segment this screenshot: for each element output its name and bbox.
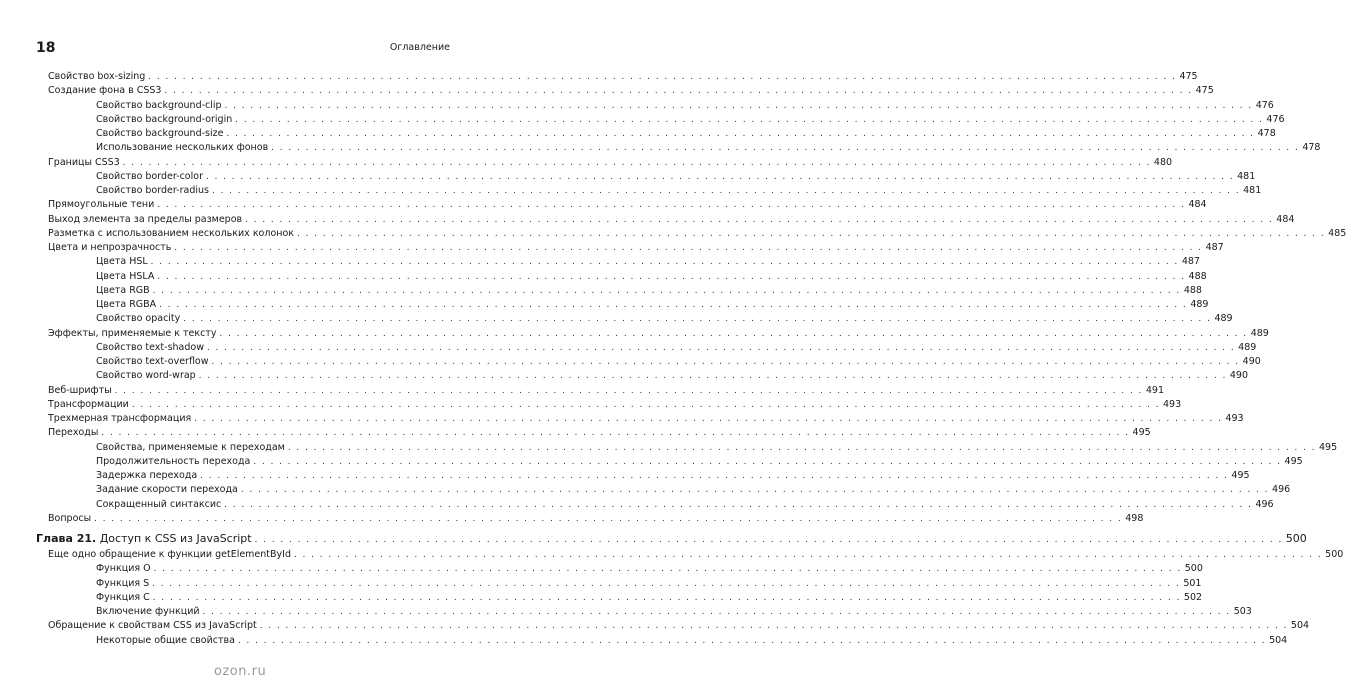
toc-leader-dots: . . . . . . . . . . . . . . . . . . . . . . . . . . . . . . . . . . . . . . . . . . . . . . . . . . . . . . . . . . . . . . . . . . . . . . . . . . . . . . . . . . . . . . . . . . . . . . . . . . . . . . . . . . . . . . . . . . . . . . . . <box>122 157 1151 168</box>
toc-entry-title: Выход элемента за пределы размеров <box>48 213 243 225</box>
toc-leader-dots: . . . . . . . . . . . . . . . . . . . . . . . . . . . . . . . . . . . . . . . . . . . . . . . . . . . . . . . . . . . . . . . . . . . . . . . . . . . . . . . . . . . . . . . . . . . . . . . . . . . . . . . . . . . . . . . . . . . . . . . . <box>131 399 1161 410</box>
toc-entry <box>48 398 1182 412</box>
toc-leader-dots: . . . . . . . . . . . . . . . . . . . . . . . . . . . . . . . . . . . . . . . . . . . . . . . . . . . . . . . . . . . . . . . . . . . . . . . . . . . . . . . . . . . . . . . . . . . . . . . . . . . . . . . . . . . . . . . . . . . . . . . . <box>183 314 1212 325</box>
toc-entry-title: Свойство background-clip <box>96 99 222 111</box>
toc-leader-dots: . . . . . . . . . . . . . . . . . . . . . . . . . . . . . . . . . . . . . . . . . . . . . . . . . . . . . . . . . . . . . . . . . . . . . . . . . . . . . . . . . . . . . . . . . . . . . . . . . . . . . . . . . . . . . . . . . . . . . . . . <box>271 143 1300 154</box>
toc-entry <box>48 548 1344 562</box>
toc-entry-title: Некоторые общие свойства <box>96 634 235 646</box>
toc-entry-page: 481 <box>1237 170 1256 182</box>
chapter-label: Глава 21. <box>36 532 97 545</box>
toc-entry-page: 495 <box>1132 427 1151 439</box>
toc-leader-dots: . . . . . . . . . . . . . . . . . . . . . . . . . . . . . . . . . . . . . . . . . . . . . . . . . . . . . . . . . . . . . . . . . . . . . . . . . . . . . . . . . . . . . . . . . . . . . . . . . . . . . . . . . . . . . . . . . . . . . . . . <box>237 635 1267 646</box>
toc-entry <box>96 99 1274 113</box>
toc-entry-title: Функция C <box>96 591 150 603</box>
toc-entry-page: 498 <box>1125 512 1144 524</box>
toc-entry-page: 503 <box>1233 606 1252 617</box>
toc-entry-page: 496 <box>1272 484 1291 496</box>
toc-entry-page: 500 <box>1184 563 1203 575</box>
toc-entry <box>48 156 1173 170</box>
toc-leader-dots: . . . . . . . . . . . . . . . . . . . . . . . . . . . . . . . . . . . . . . . . . . . . . . . . . . . . . . . . . . . . . . . . . . . . . . . . . . . . . . . . . . . . . . . . . . . . . . . . . . . . . . . . . . . . . . . . . . . . . . . . <box>157 271 1186 282</box>
toc-entry-page: 493 <box>1163 398 1182 410</box>
toc-entry <box>48 241 1224 255</box>
toc-entry-page: 478 <box>1257 128 1276 139</box>
toc-entry <box>96 441 1338 455</box>
toc-entry-page: 495 <box>1231 470 1250 481</box>
toc-entry-title: Трехмерная трансформация <box>48 413 192 424</box>
toc-leader-dots: . . . . . . . . . . . . . . . . . . . . . . . . . . . . . . . . . . . . . . . . . . . . . . . . . . . . . . . . . . . . . . . . . . . . . . . . . . . . . . . . . . . . . . . . . . . . . . . . . . . . . . . . . . . . . . . . . . . . . . . . <box>150 257 1179 268</box>
toc-leader-dots: . . . . . . . . . . . . . . . . . . . . . . . . . . . . . . . . . . . . . . . . . . . . . . . . . . . . . . . . . . . . . . . . . . . . . . . . . . . . . . . . . . . . . . . . . . . . . . . . . . . . . . . . . . . . . . . . . . . . . . . . <box>211 186 1241 196</box>
toc-entry-page: 485 <box>1328 227 1346 239</box>
toc-entry-page: 501 <box>1183 577 1202 589</box>
toc-entry-title: Еще одно обращение к функции getElementById <box>48 549 291 560</box>
toc-chapter <box>36 531 1307 547</box>
toc-entry-title: Свойство box-sizing <box>48 71 146 82</box>
toc-entry-page: 491 <box>1145 384 1164 396</box>
toc-entry <box>96 562 1203 576</box>
toc-leader-dots: . . . . . . . . . . . . . . . . . . . . . . . . . . . . . . . . . . . . . . . . . . . . . . . . . . . . . . . . . . . . . . . . . . . . . . . . . . . . . . . . . . . . . . . . . . . . . . . . . . . . . . . . . . . . . . . . . . . . . . . . <box>294 550 1323 560</box>
toc-entry-page: 484 <box>1276 213 1295 225</box>
toc-entry-title: Прямоугольные тени <box>48 199 155 211</box>
toc-entry-title: Функция O <box>96 563 151 575</box>
toc-entry-title: Глава 21. Доступ к CSS из JavaScript <box>36 532 252 545</box>
toc-entry-title: Цвета HSLA <box>96 270 155 282</box>
toc-entry-page: 490 <box>1229 370 1249 382</box>
toc-entry <box>96 455 1303 469</box>
toc-entry <box>96 170 1256 184</box>
toc-leader-dots: . . . . . . . . . . . . . . . . . . . . . . . . . . . . . . . . . . . . . . . . . . . . . . . . . . . . . . . . . . . . . . . . . . . . . . . . . . . . . . . . . . . . . . . . . . . . . . . . . . . . . . . . . . . . . . . . . . . . . . . . <box>211 357 1240 367</box>
toc-leader-dots: . . . . . . . . . . . . . . . . . . . . . . . . . . . . . . . . . . . . . . . . . . . . . . . . . . . . . . . . . . . . . . . . . . . . . . . . . . . . . . . . . . . . . . . . . . . . . . . . . . . . . . . . . . . . . . . . . . . . . . . . <box>253 456 1282 467</box>
toc-leader-dots: . . . . . . . . . . . . . . . . . . . . . . . . . . . . . . . . . . . . . . . . . . . . . . . . . . . . . . . . . . . . . . . . . . . . . . . . . . . . . . . . . . . . . . . . . . . . . . . . . . . . . . . . . . . . . . . . . . . . . . . . <box>174 243 1203 253</box>
toc-entry-page: 502 <box>1183 591 1203 603</box>
toc-entry-title: Свойство word-wrap <box>96 370 196 382</box>
toc-entry <box>48 213 1295 227</box>
toc-entry-page: 476 <box>1255 99 1274 111</box>
toc-entry-page: 495 <box>1284 455 1303 467</box>
toc-entry <box>96 369 1249 383</box>
toc-entry-page: 496 <box>1255 498 1274 510</box>
toc-entry-page: 487 <box>1205 242 1224 253</box>
toc-entry <box>96 141 1321 155</box>
toc-entry-page: 478 <box>1302 142 1321 154</box>
toc-entry-page: 475 <box>1195 85 1214 97</box>
toc-leader-dots: . . . . . . . . . . . . . . . . . . . . . . . . . . . . . . . . . . . . . . . . . . . . . . . . . . . . . . . . . . . . . . . . . . . . . . . . . . . . . . . . . . . . . . . . . . . . . . . . . . . . . . . . . . . . . . . . . . . . . . . . <box>148 72 1177 82</box>
toc-entry <box>48 426 1151 440</box>
toc-leader-dots: . . . . . . . . . . . . . . . . . . . . . . . . . . . . . . . . . . . . . . . . . . . . . . . . . . . . . . . . . . . . . . . . . . . . . . . . . . . . . . . . . . . . . . . . . . . . . . . . . . . . . . . . . . . . . . . . . . . . . . . . <box>152 285 1181 296</box>
toc-entry <box>96 591 1203 605</box>
toc-entry-title: Эффекты, применяемые к тексту <box>48 327 217 339</box>
toc-entry-title: Цвета и непрозрачность <box>48 242 172 253</box>
toc-leader-dots: . . . . . . . . . . . . . . . . . . . . . . . . . . . . . . . . . . . . . . . . . . . . . . . . . . . . . . . . . . . . . . . . . . . . . . . . . . . . . . . . . . . . . . . . . . . . . . . . . . . . . . . . . . . . . . . . . . . . . . . . <box>152 592 1181 603</box>
toc-entry <box>96 605 1252 619</box>
toc-leader-dots: . . . . . . . . . . . . . . . . . . . . . . . . . . . . . . . . . . . . . . . . . . . . . . . . . . . . . . . . . . . . . . . . . . . . . . . . . . . . . . . . . . . . . . . . . . . . . . . . . . . . . . . . . . . . . . . . . . . . . . . . <box>194 414 1223 424</box>
toc-leader-dots: . . . . . . . . . . . . . . . . . . . . . . . . . . . . . . . . . . . . . . . . . . . . . . . . . . . . . . . . . . . . . . . . . . . . . . . . . . . . . . . . . . . . . . . . . . . . . . . . . . . . . . . . . . . . . . . . . . . . . . . . <box>235 114 1264 125</box>
toc-entry <box>96 469 1250 483</box>
toc-entry-title: Переходы <box>48 427 99 439</box>
toc-entry-page: 476 <box>1266 113 1285 125</box>
toc-entry-title: Свойство border-color <box>96 170 203 182</box>
toc-entry-page: 484 <box>1188 199 1207 211</box>
toc-entry-page: 490 <box>1242 356 1261 367</box>
toc-leader-dots: . . . . . . . . . . . . . . . . . . . . . . . . . . . . . . . . . . . . . . . . . . . . . . . . . . . . . . . . . . . . . . . . . . . . . . . . . . . . . . . . . . . . . . . . . . . . . . . . . . . . . . . . . . . . . . . . . . . . . . . . <box>287 442 1317 453</box>
toc-entry-title: Свойство border-radius <box>96 185 209 196</box>
toc-entry-title: Свойство background-origin <box>96 113 233 125</box>
toc-entry-page: 500 <box>1325 549 1344 560</box>
toc-entry-page: 487 <box>1181 256 1200 268</box>
toc-entry <box>96 113 1285 127</box>
toc-entry-title: Веб-шрифты <box>48 384 112 396</box>
toc-entry <box>96 298 1209 312</box>
toc-entry-title: Свойство text-overflow <box>96 356 209 367</box>
running-head: Оглавление <box>389 42 450 53</box>
toc-entry <box>96 312 1233 326</box>
toc-entry-page: 489 <box>1250 327 1269 339</box>
toc-entry-title: Задержка перехода <box>96 470 198 481</box>
page-header <box>36 40 450 56</box>
toc-entry <box>96 127 1276 141</box>
watermark: ozon.ru <box>214 664 267 679</box>
toc-entry-page: 493 <box>1225 413 1244 424</box>
toc-entry <box>48 70 1198 84</box>
toc-entry <box>96 498 1274 512</box>
toc-entry-page: 481 <box>1243 185 1262 196</box>
toc-leader-dots: . . . . . . . . . . . . . . . . . . . . . . . . . . . . . . . . . . . . . . . . . . . . . . . . . . . . . . . . . . . . . . . . . . . . . . . . . . . . . . . . . . . . . . . . . . . . . . . . . . . . . . . . . . . . . . . . . . . . . . . . <box>114 385 1143 396</box>
toc-leader-dots: . . . . . . . . . . . . . . . . . . . . . . . . . . . . . . . . . . . . . . . . . . . . . . . . . . . . . . . . . . . . . . . . . . . . . . . . . . . . . . . . . . . . . . . . . . . . . . . . . . . . . . . . . . . . . . . . . . . . . . . . <box>254 535 1283 545</box>
toc-entry-title: Свойство opacity <box>96 313 181 325</box>
toc-entry <box>48 412 1244 426</box>
toc-entry <box>48 327 1269 341</box>
toc-leader-dots: . . . . . . . . . . . . . . . . . . . . . . . . . . . . . . . . . . . . . . . . . . . . . . . . . . . . . . . . . . . . . . . . . . . . . . . . . . . . . . . . . . . . . . . . . . . . . . . . . . . . . . . . . . . . . . . . . . . . . . . . <box>153 564 1182 575</box>
toc-entry <box>48 384 1164 398</box>
toc-entry <box>96 355 1261 369</box>
toc-entry-title: Обращение к свойствам CSS из JavaScript <box>48 620 257 632</box>
toc-leader-dots: . . . . . . . . . . . . . . . . . . . . . . . . . . . . . . . . . . . . . . . . . . . . . . . . . . . . . . . . . . . . . . . . . . . . . . . . . . . . . . . . . . . . . . . . . . . . . . . . . . . . . . . . . . . . . . . . . . . . . . . . <box>219 328 1248 339</box>
toc-entry-page: 488 <box>1183 284 1202 296</box>
toc-entry <box>96 184 1262 198</box>
toc-entry-title: Свойства, применяемые к переходам <box>96 441 285 453</box>
toc-entry-page: 489 <box>1238 341 1257 353</box>
toc-entry <box>96 483 1291 497</box>
toc-entry <box>48 198 1207 212</box>
toc-entry <box>96 255 1200 269</box>
toc-leader-dots: . . . . . . . . . . . . . . . . . . . . . . . . . . . . . . . . . . . . . . . . . . . . . . . . . . . . . . . . . . . . . . . . . . . . . . . . . . . . . . . . . . . . . . . . . . . . . . . . . . . . . . . . . . . . . . . . . . . . . . . . <box>164 86 1193 97</box>
toc-entry-title: Границы CSS3 <box>48 156 120 168</box>
page-number: 18 <box>36 40 56 56</box>
toc-entry-title: Включение функций <box>96 606 200 617</box>
toc-entry-page: 475 <box>1179 71 1198 82</box>
toc-entry-title: Свойство text-shadow <box>96 341 204 353</box>
toc-leader-dots: . . . . . . . . . . . . . . . . . . . . . . . . . . . . . . . . . . . . . . . . . . . . . . . . . . . . . . . . . . . . . . . . . . . . . . . . . . . . . . . . . . . . . . . . . . . . . . . . . . . . . . . . . . . . . . . . . . . . . . . . <box>152 578 1181 589</box>
toc-entry-page: 504 <box>1269 634 1288 646</box>
toc-entry <box>48 84 1214 98</box>
toc-leader-dots: . . . . . . . . . . . . . . . . . . . . . . . . . . . . . . . . . . . . . . . . . . . . . . . . . . . . . . . . . . . . . . . . . . . . . . . . . . . . . . . . . . . . . . . . . . . . . . . . . . . . . . . . . . . . . . . . . . . . . . . . <box>245 214 1274 225</box>
toc-leader-dots: . . . . . . . . . . . . . . . . . . . . . . . . . . . . . . . . . . . . . . . . . . . . . . . . . . . . . . . . . . . . . . . . . . . . . . . . . . . . . . . . . . . . . . . . . . . . . . . . . . . . . . . . . . . . . . . . . . . . . . . . <box>101 428 1130 439</box>
toc-entry <box>96 270 1207 284</box>
toc-leader-dots: . . . . . . . . . . . . . . . . . . . . . . . . . . . . . . . . . . . . . . . . . . . . . . . . . . . . . . . . . . . . . . . . . . . . . . . . . . . . . . . . . . . . . . . . . . . . . . . . . . . . . . . . . . . . . . . . . . . . . . . . <box>224 499 1253 510</box>
toc-entry <box>96 284 1202 298</box>
toc-leader-dots: . . . . . . . . . . . . . . . . . . . . . . . . . . . . . . . . . . . . . . . . . . . . . . . . . . . . . . . . . . . . . . . . . . . . . . . . . . . . . . . . . . . . . . . . . . . . . . . . . . . . . . . . . . . . . . . . . . . . . . . . <box>159 300 1188 310</box>
toc-entry-title: Свойство background-size <box>96 128 224 139</box>
toc-entry <box>96 634 1288 648</box>
toc-entry <box>48 512 1144 526</box>
toc-entry-title: Разметка с использованием нескольких колонок <box>48 227 295 239</box>
toc-entry-title: Трансформации <box>48 398 129 410</box>
toc-entry-title: Функция S <box>96 577 150 589</box>
toc-entry-page: 495 <box>1319 441 1338 453</box>
toc-leader-dots: . . . . . . . . . . . . . . . . . . . . . . . . . . . . . . . . . . . . . . . . . . . . . . . . . . . . . . . . . . . . . . . . . . . . . . . . . . . . . . . . . . . . . . . . . . . . . . . . . . . . . . . . . . . . . . . . . . . . . . . . <box>297 228 1326 239</box>
toc-leader-dots: . . . . . . . . . . . . . . . . . . . . . . . . . . . . . . . . . . . . . . . . . . . . . . . . . . . . . . . . . . . . . . . . . . . . . . . . . . . . . . . . . . . . . . . . . . . . . . . . . . . . . . . . . . . . . . . . . . . . . . . . <box>224 100 1253 111</box>
toc-entry-title: Задание скорости перехода <box>96 484 238 496</box>
toc-leader-dots: . . . . . . . . . . . . . . . . . . . . . . . . . . . . . . . . . . . . . . . . . . . . . . . . . . . . . . . . . . . . . . . . . . . . . . . . . . . . . . . . . . . . . . . . . . . . . . . . . . . . . . . . . . . . . . . . . . . . . . . . <box>200 471 1229 481</box>
toc-entry-page: 489 <box>1190 299 1209 310</box>
toc-entry-title: Создание фона в CSS3 <box>48 85 162 97</box>
toc-entry-page: 489 <box>1214 313 1233 325</box>
toc-entry-title: Продолжительность перехода <box>96 455 251 467</box>
toc-leader-dots: . . . . . . . . . . . . . . . . . . . . . . . . . . . . . . . . . . . . . . . . . . . . . . . . . . . . . . . . . . . . . . . . . . . . . . . . . . . . . . . . . . . . . . . . . . . . . . . . . . . . . . . . . . . . . . . . . . . . . . . . <box>205 171 1235 182</box>
toc-entry-title: Вопросы <box>48 512 92 524</box>
toc-entry <box>48 619 1310 633</box>
toc-entry <box>96 341 1257 355</box>
toc-leader-dots: . . . . . . . . . . . . . . . . . . . . . . . . . . . . . . . . . . . . . . . . . . . . . . . . . . . . . . . . . . . . . . . . . . . . . . . . . . . . . . . . . . . . . . . . . . . . . . . . . . . . . . . . . . . . . . . . . . . . . . . . <box>240 485 1270 496</box>
toc-entry-title: Цвета RGB <box>96 284 150 296</box>
toc-leader-dots: . . . . . . . . . . . . . . . . . . . . . . . . . . . . . . . . . . . . . . . . . . . . . . . . . . . . . . . . . . . . . . . . . . . . . . . . . . . . . . . . . . . . . . . . . . . . . . . . . . . . . . . . . . . . . . . . . . . . . . . . <box>259 621 1288 632</box>
toc-entry-title: Сокращенный синтаксис <box>96 498 222 510</box>
toc-entry-title: Цвета HSL <box>96 256 148 268</box>
toc-leader-dots: . . . . . . . . . . . . . . . . . . . . . . . . . . . . . . . . . . . . . . . . . . . . . . . . . . . . . . . . . . . . . . . . . . . . . . . . . . . . . . . . . . . . . . . . . . . . . . . . . . . . . . . . . . . . . . . . . . . . . . . . <box>157 200 1186 211</box>
toc-entry <box>96 577 1202 591</box>
toc-leader-dots: . . . . . . . . . . . . . . . . . . . . . . . . . . . . . . . . . . . . . . . . . . . . . . . . . . . . . . . . . . . . . . . . . . . . . . . . . . . . . . . . . . . . . . . . . . . . . . . . . . . . . . . . . . . . . . . . . . . . . . . . <box>198 371 1227 382</box>
toc-entry-page: 504 <box>1290 620 1310 632</box>
toc-entry-page: 488 <box>1188 270 1207 282</box>
toc-leader-dots: . . . . . . . . . . . . . . . . . . . . . . . . . . . . . . . . . . . . . . . . . . . . . . . . . . . . . . . . . . . . . . . . . . . . . . . . . . . . . . . . . . . . . . . . . . . . . . . . . . . . . . . . . . . . . . . . . . . . . . . . <box>94 513 1123 524</box>
toc-entry-page: 480 <box>1153 156 1173 168</box>
toc-leader-dots: . . . . . . . . . . . . . . . . . . . . . . . . . . . . . . . . . . . . . . . . . . . . . . . . . . . . . . . . . . . . . . . . . . . . . . . . . . . . . . . . . . . . . . . . . . . . . . . . . . . . . . . . . . . . . . . . . . . . . . . . <box>202 607 1231 617</box>
toc-entry-page: 500 <box>1285 532 1307 545</box>
toc-leader-dots: . . . . . . . . . . . . . . . . . . . . . . . . . . . . . . . . . . . . . . . . . . . . . . . . . . . . . . . . . . . . . . . . . . . . . . . . . . . . . . . . . . . . . . . . . . . . . . . . . . . . . . . . . . . . . . . . . . . . . . . . <box>226 129 1255 139</box>
toc-entry-title: Использование нескольких фонов <box>96 142 269 154</box>
toc-entry-title: Цвета RGBA <box>96 299 157 310</box>
toc-entry <box>48 227 1346 241</box>
toc-leader-dots: . . . . . . . . . . . . . . . . . . . . . . . . . . . . . . . . . . . . . . . . . . . . . . . . . . . . . . . . . . . . . . . . . . . . . . . . . . . . . . . . . . . . . . . . . . . . . . . . . . . . . . . . . . . . . . . . . . . . . . . . <box>207 342 1236 353</box>
